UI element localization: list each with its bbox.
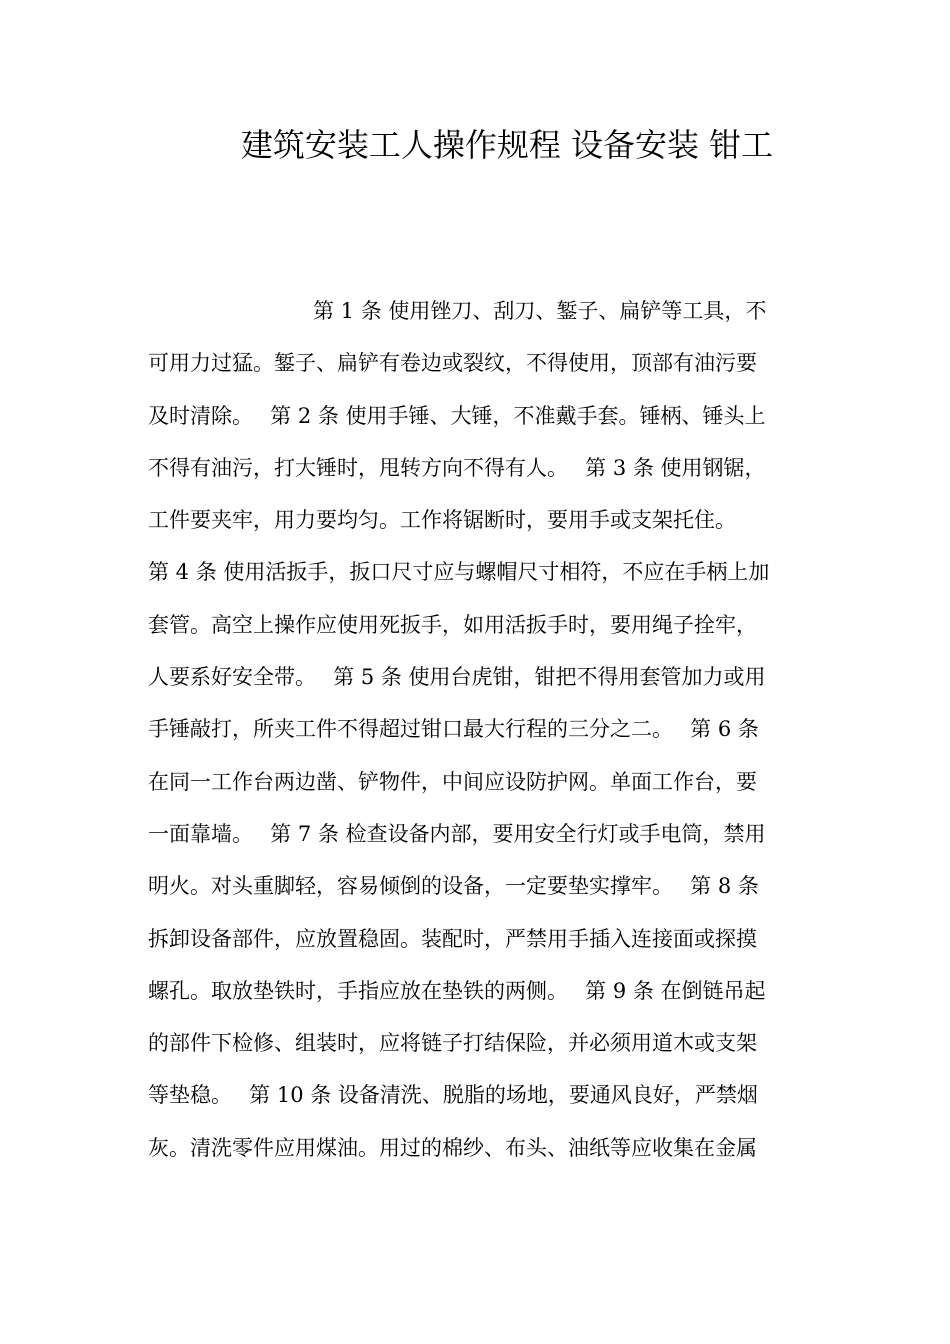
body-line: 等垫稳。 第 10 条 设备清洗、脱脂的场地，要通风良好，严禁烟 xyxy=(148,1083,758,1108)
body-line: 明火。对头重脚轻，容易倾倒的设备，一定要垫实撑牢。 第 8 条 xyxy=(148,874,759,899)
body-line: 套管。高空上操作应使用死扳手，如用活扳手时，要用绳子拴牢， xyxy=(148,612,757,637)
body-line: 人要系好安全带。 第 5 条 使用台虎钳，钳把不得用套管加力或用 xyxy=(148,665,766,690)
body-line: 灰。清洗零件应用煤油。用过的棉纱、布头、油纸等应收集在金属 xyxy=(148,1135,757,1160)
body-line: 第 4 条 使用活扳手，扳口尺寸应与螺帽尺寸相符，不应在手柄上加 xyxy=(148,560,770,585)
document-title: 建筑安装工人操作规程 设备安装 钳工 xyxy=(240,126,774,164)
body-line: 拆卸设备部件，应放置稳固。装配时，严禁用手插入连接面或探摸 xyxy=(148,926,757,951)
body-line: 螺孔。取放垫铁时，手指应放在垫铁的两侧。 第 9 条 在倒链吊起 xyxy=(148,978,766,1003)
body-line: 在同一工作台两边凿、铲物件，中间应设防护网。单面工作台，要 xyxy=(148,769,757,794)
body-line: 的部件下检修、组装时，应将链子打结保险，并必须用道木或支架 xyxy=(148,1031,757,1056)
body-line: 工件要夹牢，用力要均匀。工作将锯断时，要用手或支架托住。 xyxy=(148,508,736,533)
body-line: 及时清除。 第 2 条 使用手锤、大锤，不准戴手套。锤柄、锤头上 xyxy=(148,403,766,428)
document-body xyxy=(148,289,808,1178)
body-line: 一面靠墙。 第 7 条 检查设备内部，要用安全行灯或手电筒，禁用 xyxy=(148,821,766,846)
body-line: 可用力过猛。錾子、扁铲有卷边或裂纹，不得使用，顶部有油污要 xyxy=(148,351,757,376)
body-line: 手锤敲打，所夹工件不得超过钳口最大行程的三分之二。 第 6 条 xyxy=(148,717,759,742)
body-line: 第 1 条 使用锉刀、刮刀、錾子、扁铲等工具，不 xyxy=(313,299,767,323)
body-line: 不得有油污，打大锤时，甩转方向不得有人。 第 3 条 使用钢锯， xyxy=(148,455,766,480)
